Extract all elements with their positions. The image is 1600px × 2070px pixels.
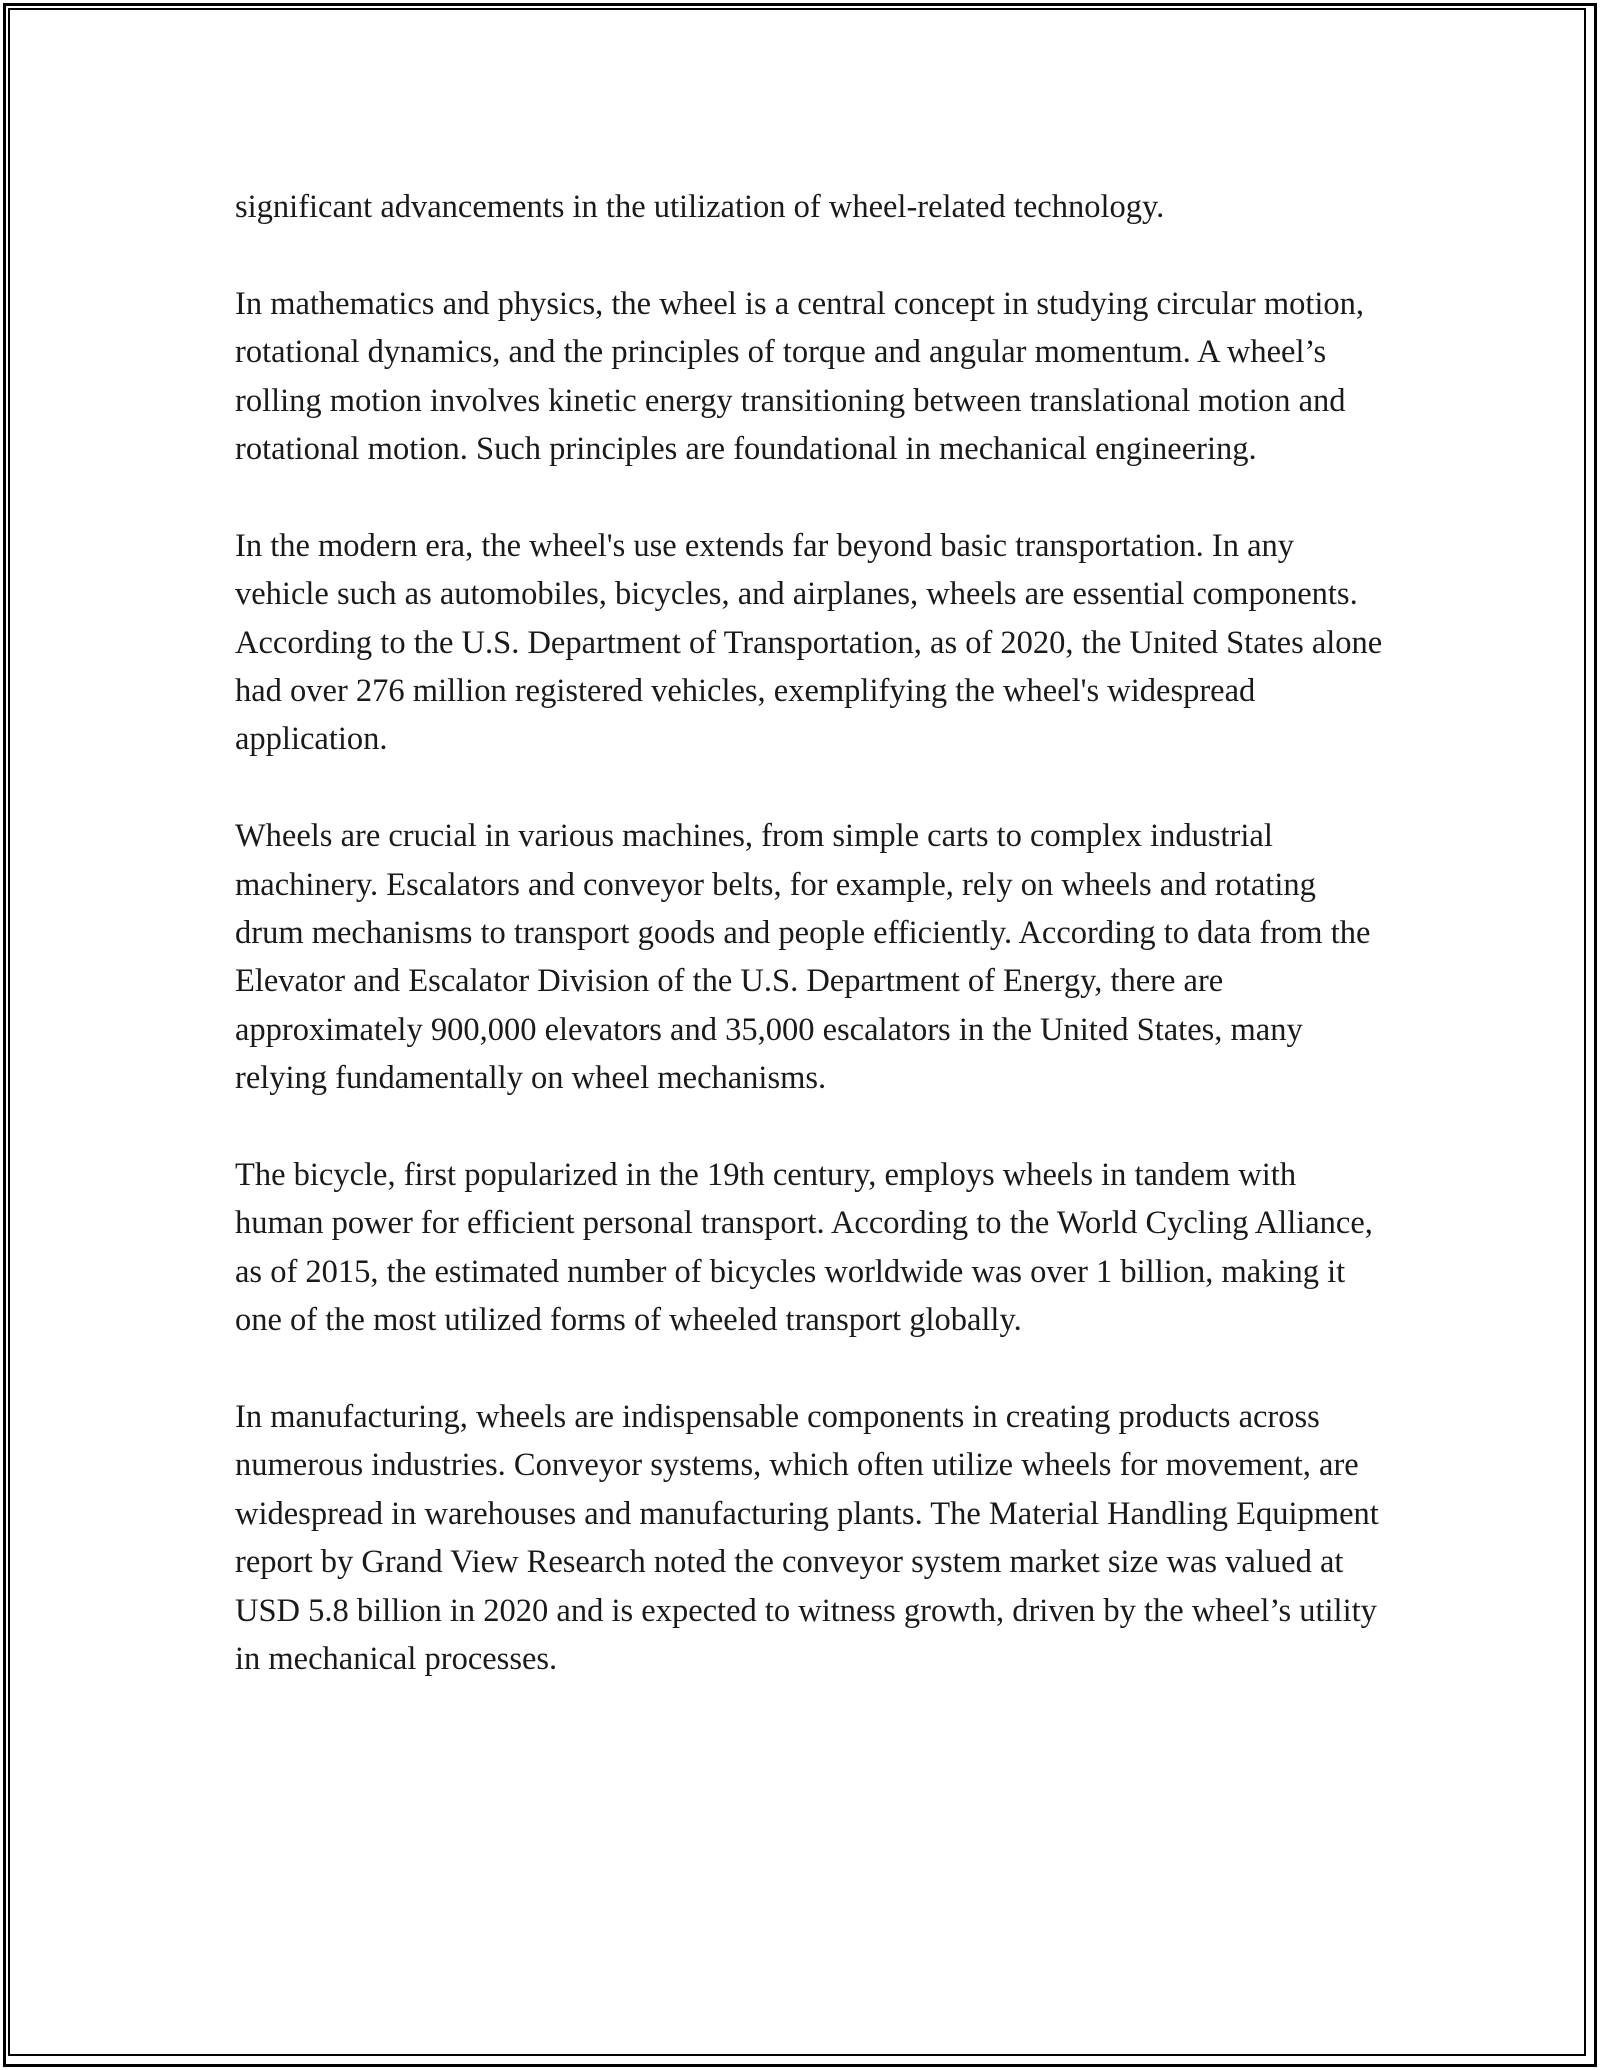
paragraph-continuation: significant advancements in the utilization of wheel-related technology. <box>235 189 1165 225</box>
paragraph-mathematics-physics: In mathematics and physics, the wheel is a central concept in studying circular motion, rotational dynamics, and the principles of torque and angular momentum. A wheel’s rolling motion involves kinetic energy transitioning between translational motion and rotational motion. Such principles are foundational in mechanical engineering. <box>235 285 1365 468</box>
document-body <box>235 183 1385 1684</box>
paragraph-manufacturing: In manufacturing, wheels are indispensable components in creating products across numerous industries. Conveyor systems, which often utilize wheels for movement, are widespread in warehouses and manufacturing plants. The Material Handling Equipment report by Grand View Research noted the conveyor system market size was valued at USD 5.8 billion in 2020 and is expected to witness growth, driven by the wheel’s utility in mechanical processes. <box>235 1399 1379 1678</box>
paragraph-modern-era: In the modern era, the wheel's use extends far beyond basic transportation. In any vehicle such as automobiles, bicycles, and airplanes, wheels are essential components. According to the U.S. Department of Transportation, as of 2020, the United States alone had over 276 million registered vehicles, exemplifying the wheel's widespread application. <box>235 527 1383 758</box>
paragraph-machines: Wheels are crucial in various machines, from simple carts to complex industrial machinery. Escalators and conveyor belts, for example, rely on wheels and rotating drum mechanisms to transport goods and people efficiently. According to data from the Elevator and Escalator Division of the U.S. Department of Energy, there are approximately 900,000 elevators and 35,000 escalators in the United States, many relying fundamentally on wheel mechanisms. <box>235 818 1371 1097</box>
paragraph-bicycle: The bicycle, first popularized in the 19th century, employs wheels in tandem with human power for efficient personal transport. According to the World Cycling Alliance, as of 2015, the estimated number of bicycles worldwide was over 1 billion, making it one of the most utilized forms of wheeled transport globally. <box>235 1157 1373 1339</box>
